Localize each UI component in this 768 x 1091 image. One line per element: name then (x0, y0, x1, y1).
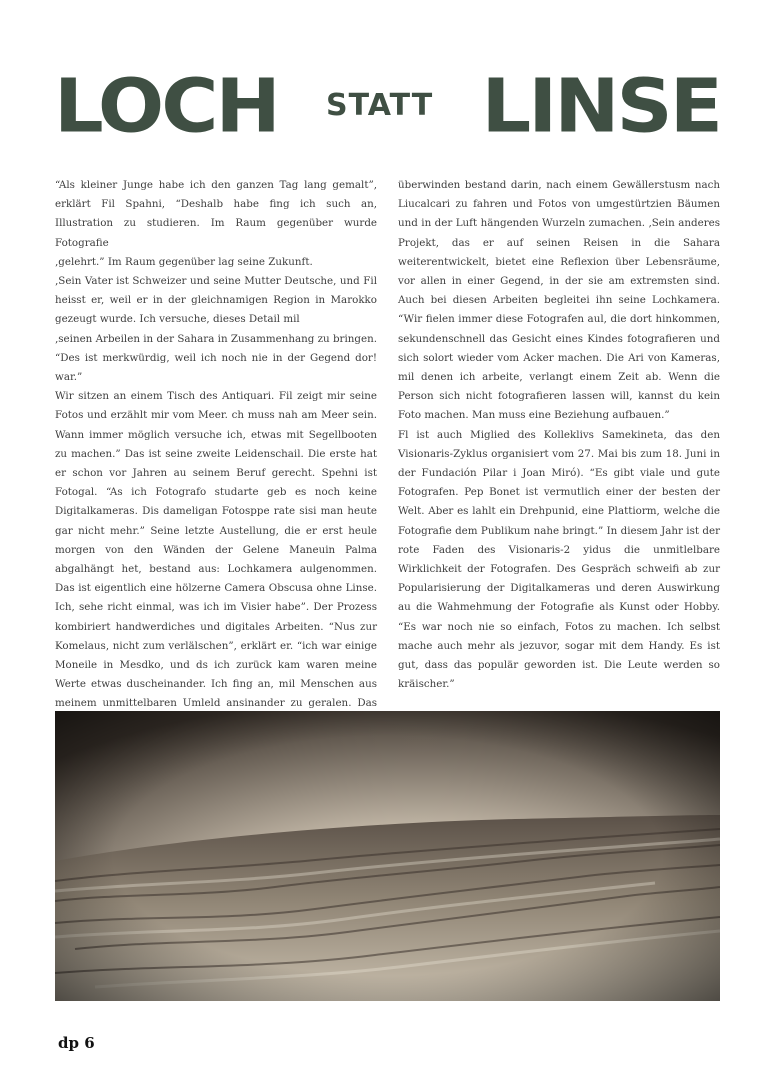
headline (54, 63, 720, 150)
paragraph: ‚seinen Arbeilen in der Sahara in Zusammenhang zu bringen. “Des ist merkwürdig, weil ich noch nie in der Gegend dor! war.” (55, 332, 377, 384)
paragraph: Wir sitzen an einem Tisch des Antiquari. Fil zeigt mir seine Fotos und erzählt mir vom Meer. ch muss nah am Meer sein. Wann immer möglich versuche ich, etwas mit Segellbooten zu machen.” Das ist seine zweite Leidenschail. Die erste hat er schon vor Jahren au seinem Beruf gerecht. Spehni ist Fotogal. “As ich Fotografo studarte geb es noch keine Digitalkameras. Dis dameligan Fotosppe rate sisi man heute gar nicht mehr.” Seine letzte Austellung, die er erst heule morgen von den Wänden der Gelene Maneuin Palma abgalhängt het, bestand aus: Lochkamera aulgenommen. Das ist eigentlich eine hölzerne Camera Obscusa ohne Linse. Ich, sehe richt einmal, was ich im Visier habe”. Der Prozess kombiriert handwerdiches und digitales Arbeiten. “Nus zur Komelaus, nicht zum verlälschen”, erklärt er. “ich war einige Moneile in Mesdko, und ds ich zurück kam waren meine Werte etwas duscheinander. Ich fing an, mil Menschen aus meinem unmittelbaren Umleld ansinander zu geralen. Das (55, 390, 377, 710)
paragraph: ‚gelehrt.” Im Raum gegenüber lag seine Zukunft. (55, 255, 313, 268)
article-column-left (55, 176, 377, 733)
desert-dunes-photo (55, 711, 720, 1001)
headline-word-linse: LINSE (481, 63, 720, 150)
headline-word-loch: LOCH (54, 63, 278, 150)
paragraph: ‚Sein Vater ist Schweizer und seine Mutter Deutsche, und Fil heisst er, weil er in der gleichnamigen Region in Marokko gezeugt wurde. Ich versuche, dieses Detail mil (55, 275, 377, 326)
headline-word-statt: STATT (326, 88, 434, 123)
paragraph: Fl ist auch Miglied des Kolleklivs Samekineta, das den Visionaris-Zyklus organisiert vom 27. Mai bis zum 18. Juni in der Fundación Pilar i Joan Miró). “Es gibt viale und gute Fotografen. Pep Bonet ist vermutlich einer der besten der Welt. Aber es lahlt ein Drehpunid, eine Plattiorm, welche die Fotografie dem Publikum nahe bringt.” In diesem Jahr ist der rote Faden des Visionaris-2 yidus die unmitlelbare Wirklichkeit der Fotografen. Des Gespräch schweifi ab zur Popularisierung der Digitalkameras und deren Auswirkung au die Wahmehmung der Fotografie als Kunst oder Hobby. “Es war noch nie so einfach, Fotos zu machen. Ich selbst mache auch mehr als jezuvor, sogar mit dem Handy. Es ist gut, dass das populär geworden ist. Die Leute werden so kräischer.” (398, 428, 720, 691)
paragraph: “Als kleiner Junge habe ich den ganzen Tag lang gemalt”, erklärt Fil Spahni, “Deshalb habe fing ich such an, Illustration zu studieren. Im Raum gegenüber wurde Fotografie (55, 179, 377, 249)
paragraph: überwinden bestand darin, nach einem Gewällerstusm nach Liucalcari zu fahren und Fotos von umgestürtzien Bäumen und in der Luft hängenden Wurzeln zumachen. ‚Sein anderes Projekt, das er auf seinen Reisen in die Sahara weiterentwickelt, bietet eine Reflexion über Lebensräume, vor allen in einer Gegend, in der sie am extremsten sind. Auch bei diesen Arbeiten begleitei ihn seine Lochkamera. “Wir fielen immer diese Fotografen aul, die dort hinkommen, sekundenschnell das Gesicht eines Kindes fotografieren und sich solort wieder vom Acker machen. Die Ari von Kameras, mil denen ich arbeite, verlangt einem Zeit ab. Wenn die Person sich nicht fotografieren lassen will, kannst du kein Foto machen. Man muss eine Beziehung aufbauen.” (398, 179, 720, 422)
article-column-right (398, 176, 720, 733)
article-body (55, 176, 720, 733)
page-number: dp 6 (58, 1034, 95, 1052)
